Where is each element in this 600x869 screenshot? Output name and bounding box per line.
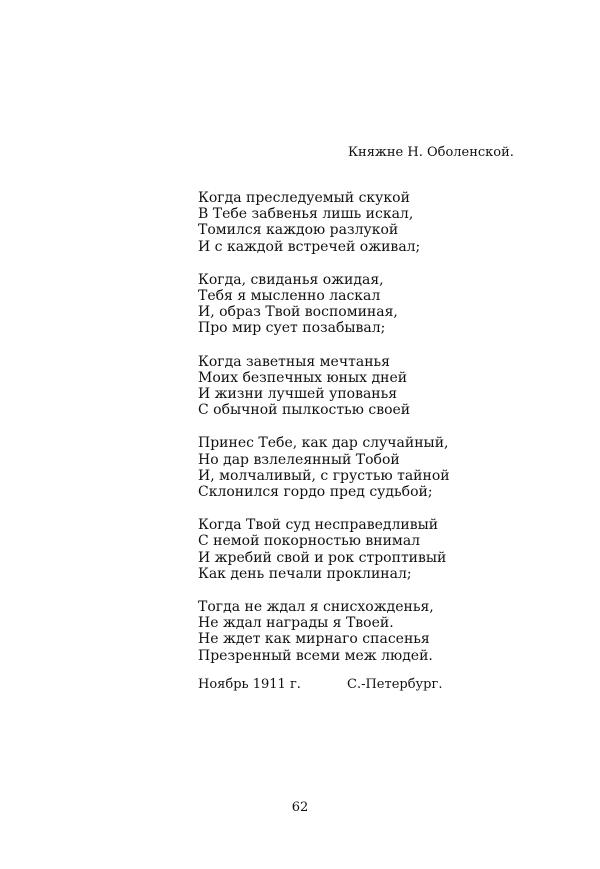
page-number: 62	[291, 800, 309, 815]
stanza-6	[198, 599, 498, 664]
poem-line: Принес Тебе, как дар случайный,	[198, 435, 449, 452]
poem-line: Но дар взлелеянный Тобой	[198, 451, 400, 468]
poem-line: Не ждал награды я Твоей.	[198, 615, 394, 632]
poem-line: Когда, свиданья ожидая,	[198, 271, 384, 288]
stanza-3	[198, 354, 498, 419]
poem-line: Когда Твой суд несправедливый	[198, 517, 439, 534]
dedication: Княжне Н. Оболенской.	[348, 145, 514, 160]
poem-line: Тогда не ждал я снисхожденья,	[198, 599, 434, 616]
poem-date: Ноябрь 1911 г.	[198, 677, 301, 692]
stanza-5	[198, 517, 498, 582]
poem-line: И жизни лучшей упованья	[198, 386, 398, 403]
poem-line: С немой покорностью внимал	[198, 533, 421, 550]
poem-line: И, образ Твой воспоминая,	[198, 304, 398, 321]
poem-line: В Тебе забвенья лишь искал,	[198, 206, 414, 223]
poem-line: Про мир сует позабывал;	[198, 320, 386, 337]
poem-line: И жребий свой и рок строптивый	[198, 549, 447, 566]
poem-line: Презренный всеми меж людей.	[198, 647, 433, 664]
poem-line: Когда преследуемый скукой	[198, 190, 410, 206]
poem-line: С обычной пылкостью своей	[198, 402, 411, 419]
poem-line: Моих безпечных юных дней	[198, 369, 408, 386]
poem-place: С.-Петербург.	[347, 677, 443, 692]
poem-line: Когда заветныя мечтанья	[198, 353, 390, 370]
poem-line: И, молчаливый, с грустью тайной	[198, 467, 450, 484]
stanza-4	[198, 435, 498, 500]
poem-line: Томился каждою разлукой	[198, 222, 399, 239]
stanza-2	[198, 272, 498, 337]
poem-line: Тебя я мысленно ласкал	[198, 288, 381, 305]
poem	[198, 190, 498, 681]
poem-line: Как день печали проклинал;	[198, 565, 412, 582]
poem-line: Склонился гордо пред судьбой;	[198, 484, 433, 501]
poem-line: Не ждет как мирнаго спасенья	[198, 631, 430, 648]
poem-line: И с каждой встречей оживал;	[198, 238, 421, 255]
stanza-1	[198, 190, 498, 255]
